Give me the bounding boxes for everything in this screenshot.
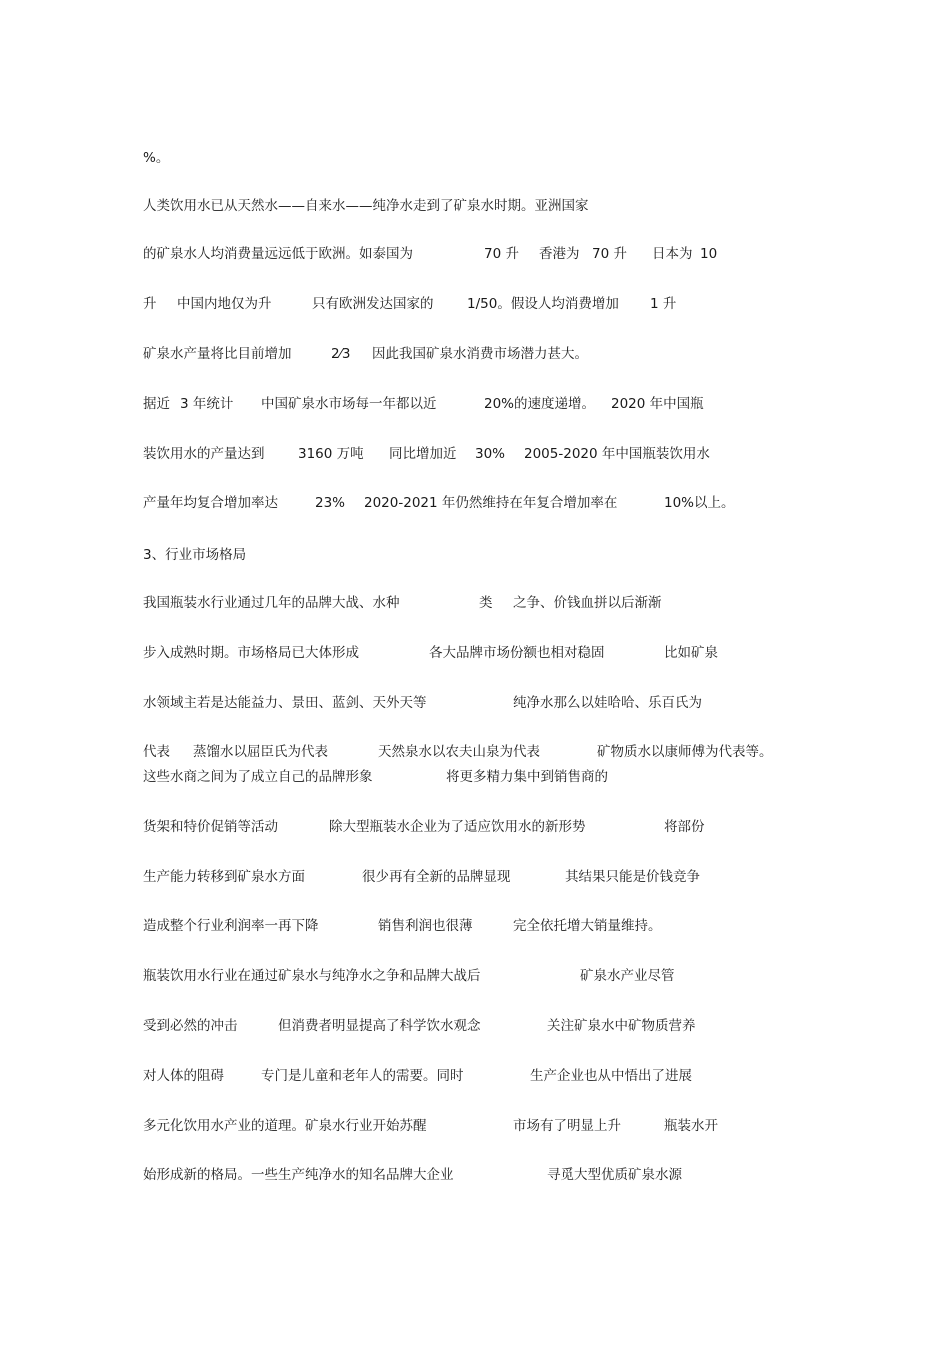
section-heading — [0, 545, 950, 565]
text-line — [0, 742, 950, 762]
text-segment: 3、行业市场格局 — [143, 547, 247, 563]
text-segment: 2020-2021 年仍然维持在年复合增加率在 — [364, 495, 618, 511]
text-segment: 货架和特价促销等活动 — [143, 819, 278, 835]
text-segment: 瓶装饮用水行业在通过矿泉水与纯净水之争和品牌大战后 — [143, 968, 481, 984]
text-segment: 1 升 — [650, 296, 677, 312]
text-segment: 瓶装水开 — [664, 1118, 718, 1134]
text-segment: 纯净水那么以娃哈哈、乐百氏为 — [513, 695, 702, 711]
text-segment: 始形成新的格局。一些生产纯净水的知名品牌大企业 — [143, 1167, 454, 1183]
text-line — [0, 444, 950, 464]
text-segment: 将更多精力集中到销售商的 — [446, 769, 608, 785]
text-segment: 步入成熟时期。市场格局已大体形成 — [143, 645, 359, 661]
text-segment: 中国矿泉水市场每一年都以近 — [261, 396, 437, 412]
text-line — [0, 244, 950, 264]
text-line — [0, 916, 950, 936]
text-line — [0, 593, 950, 613]
text-segment: 20%的速度递增。 — [484, 396, 596, 412]
text-segment: 升 — [143, 296, 157, 312]
text-segment: 类 — [479, 595, 493, 611]
text-line — [0, 643, 950, 663]
text-segment: 因此我国矿泉水消费市场潜力甚大。 — [372, 346, 588, 362]
text-segment: 之争、价钱血拼以后渐渐 — [513, 595, 662, 611]
text-line — [0, 493, 950, 513]
text-line — [0, 394, 950, 414]
text-line — [0, 867, 950, 887]
text-line — [0, 344, 950, 364]
text-line — [0, 966, 950, 986]
text-segment: 2⁄3 — [331, 346, 351, 362]
text-segment: 中国内地仅为升 — [177, 296, 272, 312]
text-segment: 水领域主若是达能益力、景田、蓝剑、天外天等 — [143, 695, 427, 711]
text-segment: 产量年均复合增加率达 — [143, 495, 278, 511]
text-segment: 除大型瓶装水企业为了适应饮用水的新形势 — [329, 819, 586, 835]
text-segment: 多元化饮用水产业的道理。矿泉水行业开始苏醒 — [143, 1118, 427, 1134]
text-line — [0, 294, 950, 314]
text-line — [0, 1016, 950, 1036]
text-segment: 30% — [475, 446, 506, 462]
text-segment: 比如矿泉 — [664, 645, 718, 661]
text-segment: 很少再有全新的品牌显现 — [362, 869, 511, 885]
text-segment: 的矿泉水人均消费量远远低于欧洲。如泰国为 — [143, 246, 413, 262]
text-segment: 只有欧洲发达国家的 — [312, 296, 434, 312]
text-segment: 同比增加近 — [389, 446, 457, 462]
text-segment: 3 年统计 — [180, 396, 234, 412]
text-segment: 据近 — [143, 396, 170, 412]
text-segment: %。 — [143, 150, 170, 166]
text-segment: 70 升 — [484, 246, 519, 262]
text-segment: 香港为 — [539, 246, 580, 262]
text-line — [0, 817, 950, 837]
text-segment: 2020 年中国瓶 — [611, 396, 704, 412]
text-segment: 2005-2020 年中国瓶装饮用水 — [524, 446, 710, 462]
text-line — [0, 196, 950, 216]
text-segment: 生产能力转移到矿泉水方面 — [143, 869, 305, 885]
text-segment: 市场有了明显上升 — [513, 1118, 621, 1134]
text-segment: 矿泉水产业尽管 — [580, 968, 675, 984]
text-line — [0, 1165, 950, 1185]
text-segment: 矿泉水产量将比目前增加 — [143, 346, 292, 362]
text-segment: 专门是儿童和老年人的需要。同时 — [261, 1068, 464, 1084]
text-segment: 1/50。假设人均消费增加 — [467, 296, 619, 312]
text-segment: 对人体的阻碍 — [143, 1068, 224, 1084]
text-segment: 各大品牌市场份额也相对稳固 — [429, 645, 605, 661]
text-segment: 日本为 — [652, 246, 693, 262]
text-segment: 10%以上。 — [664, 495, 735, 511]
text-segment: 70 升 — [592, 246, 627, 262]
text-line — [0, 1116, 950, 1136]
text-line — [0, 1066, 950, 1086]
text-segment: 装饮用水的产量达到 — [143, 446, 265, 462]
text-line — [0, 148, 950, 168]
text-segment: 将部份 — [664, 819, 705, 835]
text-segment: 3160 万吨 — [298, 446, 364, 462]
text-segment: 关注矿泉水中矿物质营养 — [547, 1018, 696, 1034]
text-segment: 完全依托增大销量维持。 — [513, 918, 662, 934]
text-segment: 我国瓶装水行业通过几年的品牌大战、水种 — [143, 595, 400, 611]
text-segment: 矿物质水以康师傅为代表等。 — [597, 744, 773, 760]
text-segment: 这些水商之间为了成立自己的品牌形象 — [143, 769, 373, 785]
text-segment: 寻觅大型优质矿泉水源 — [547, 1167, 682, 1183]
text-segment: 天然泉水以农夫山泉为代表 — [378, 744, 540, 760]
text-segment: 造成整个行业利润率一再下降 — [143, 918, 319, 934]
text-segment: 人类饮用水已从天然水——自来水——纯净水走到了矿泉水时期。亚洲国家 — [143, 198, 589, 214]
text-line — [0, 767, 950, 787]
text-segment: 但消费者明显提高了科学饮水观念 — [278, 1018, 481, 1034]
text-segment: 蒸馏水以屈臣氏为代表 — [193, 744, 328, 760]
text-segment: 代表 — [143, 744, 170, 760]
text-segment: 23% — [315, 495, 346, 511]
text-line — [0, 693, 950, 713]
text-segment: 10 — [700, 246, 718, 262]
text-segment: 销售利润也很薄 — [378, 918, 473, 934]
text-segment: 生产企业也从中悟出了进展 — [530, 1068, 692, 1084]
text-segment: 受到必然的冲击 — [143, 1018, 238, 1034]
text-segment: 其结果只能是价钱竞争 — [565, 869, 700, 885]
